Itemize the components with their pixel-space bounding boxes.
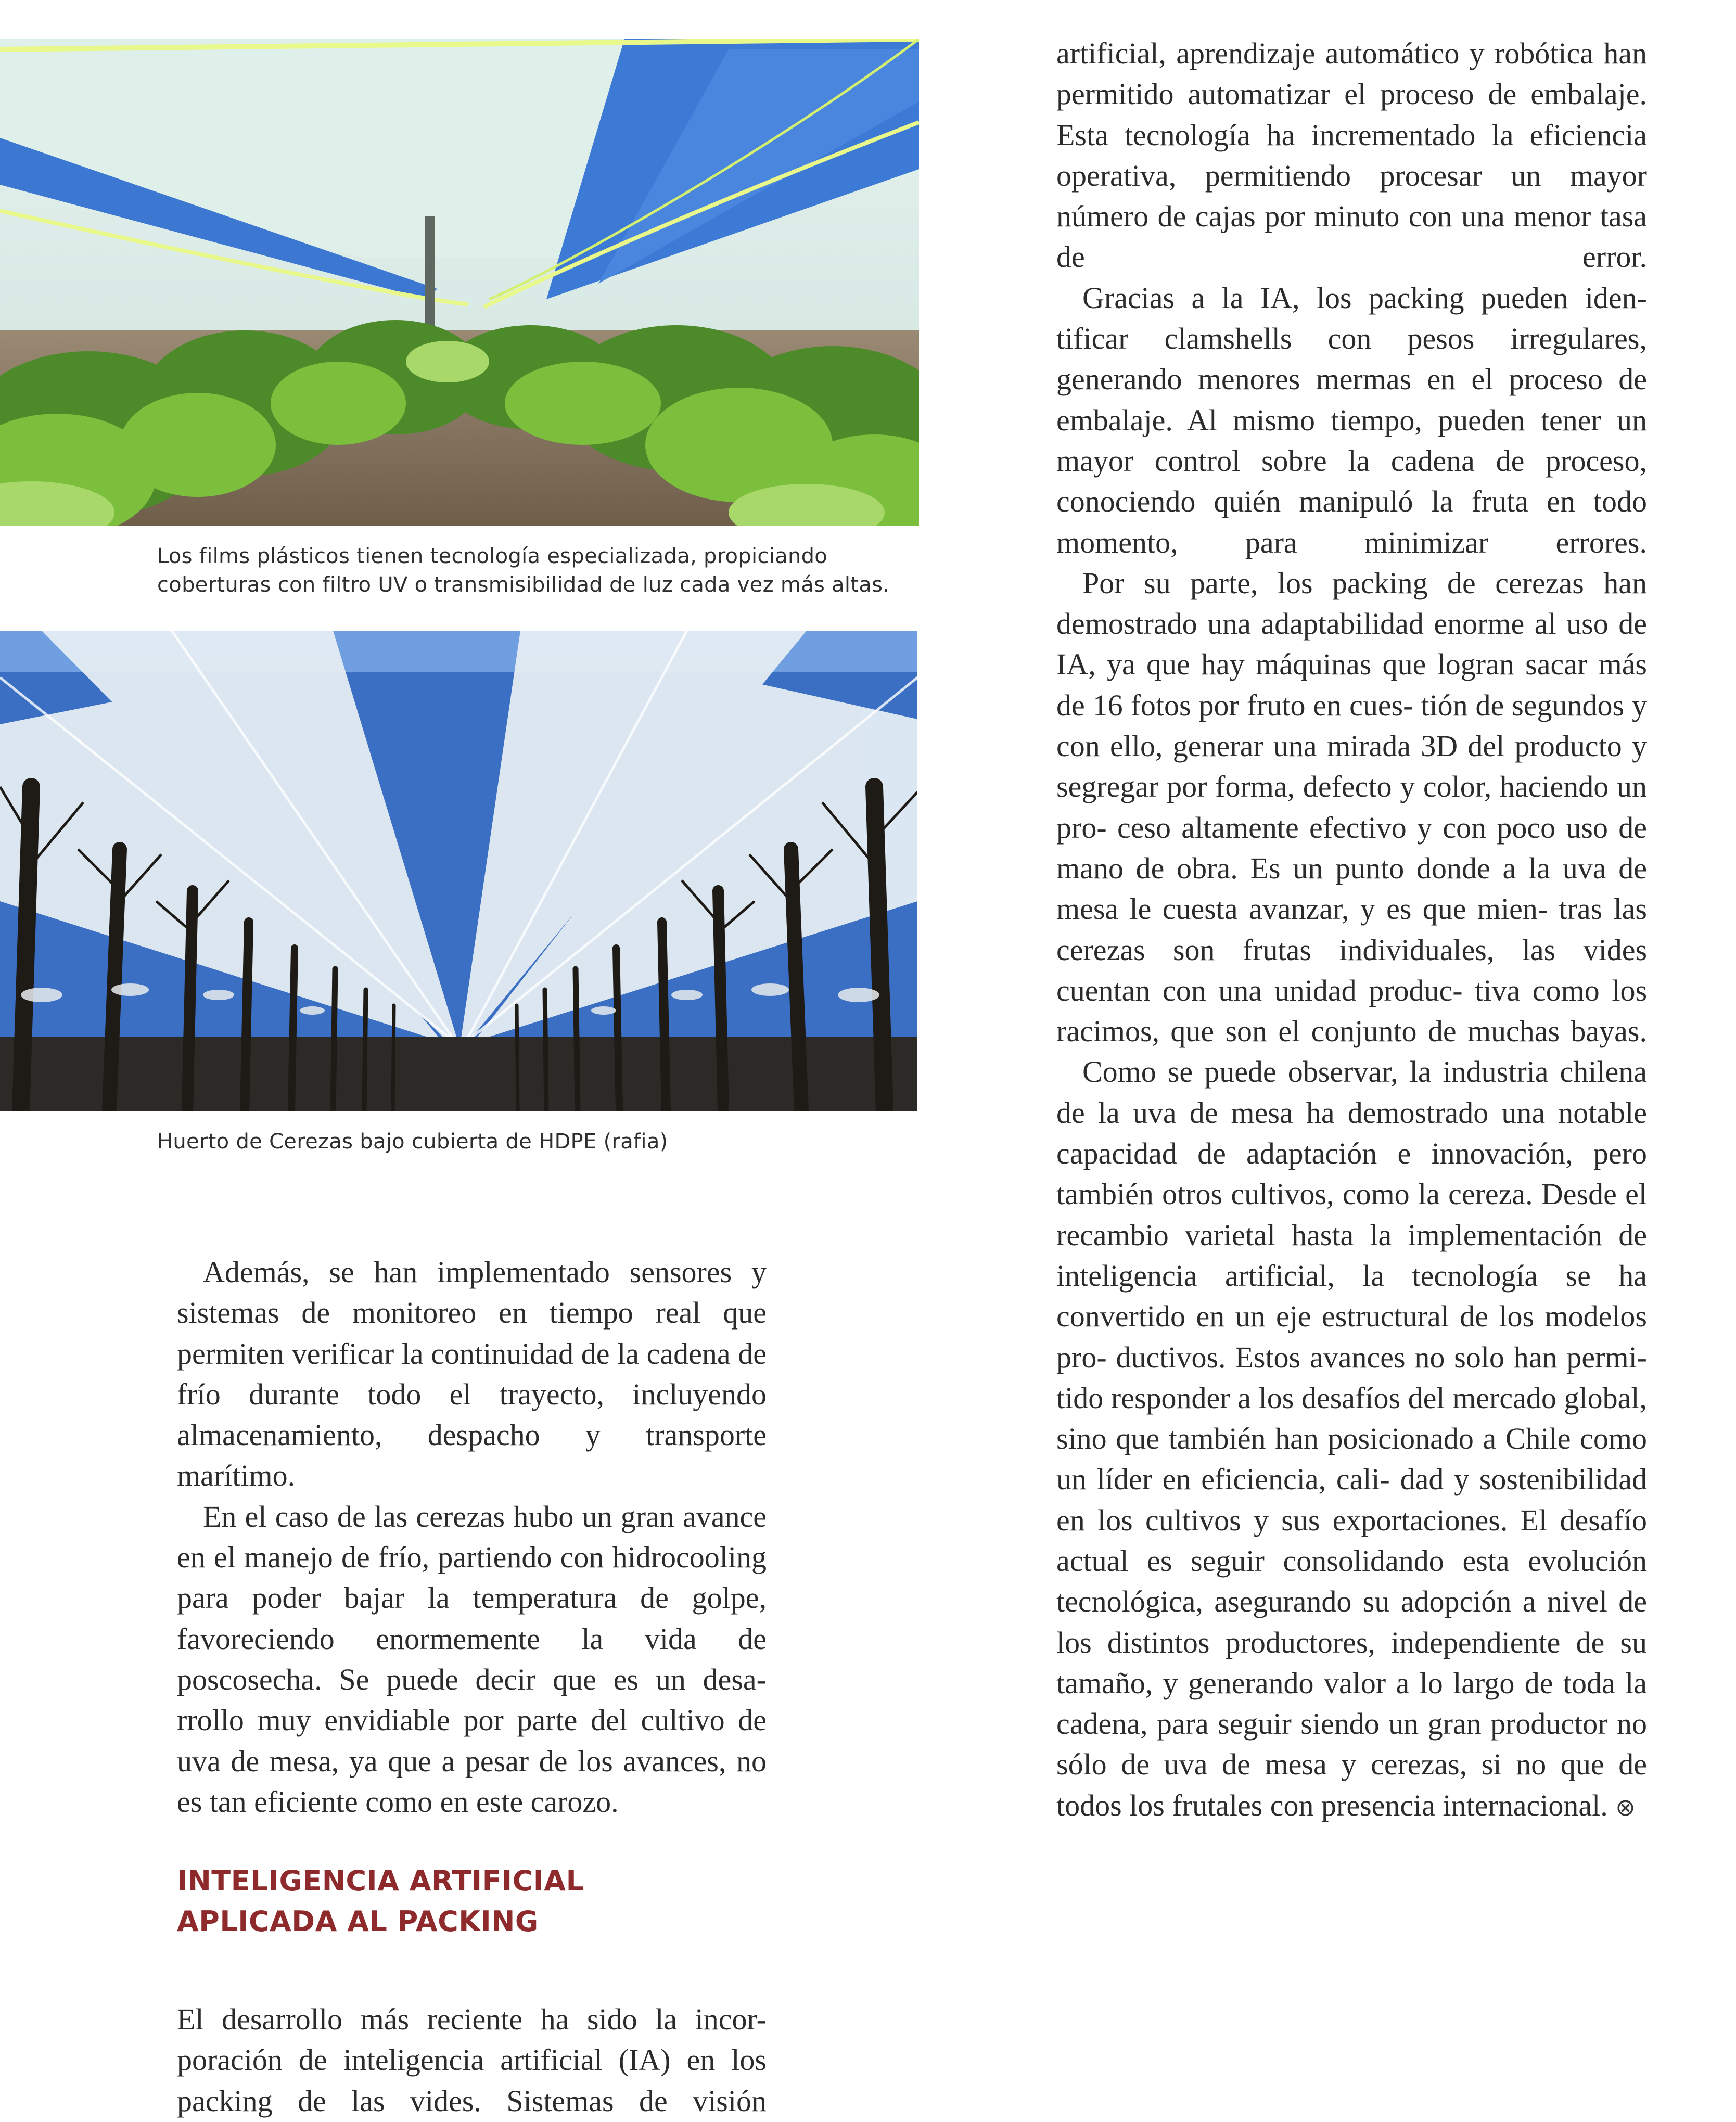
right-column-text	[1056, 33, 1647, 1827]
left-column-text	[177, 1252, 767, 1822]
paragraph: En el caso de las cerezas hubo un gran avance en el manejo de frío, partiendo con hidrocooling para poder bajar la temperatura de golpe, favoreciendo enormemente la vida de poscosecha. Se puede decir que es un desa- rrollo muy envidiable por parte del cultivo de uva de mesa, ya que a pesar de los avances, no es tan eficiente como en este carozo.	[177, 1499, 767, 1819]
section-heading: INTELIGENCIA ARTIFICIAL APLICADA AL PACKING	[177, 1864, 584, 1938]
paragraph: Como se puede observar, la industria chilena de la uva de mesa ha demostrado una notable capacidad de adaptación e innovación, pero también otros cultivos, como la cereza. Desde el recambio varietal hasta la implementación de inteligencia artificial, la tecnología se ha convertido en un eje estructural de los modelos pro- ductivos. Estos avances no solo han permi- tido responder a los desafíos del mercado global, sino que también han posicionado a Chile como un líder en eficiencia, cali- dad y sostenibilidad en los cultivos y sus exportaciones. El desafío actual es seguir consolidando esta evolución tecnológica, asegurando su adopción a nivel de los distintos productores, independiente de su tamaño, y generando valor a lo largo de toda la cadena, para seguir siendo un gran productor no sólo de uva de mesa y cerezas, si no que de todos los frutales con presencia internacional. ⊗	[1056, 1055, 1648, 1822]
vineyard-photo	[0, 39, 919, 526]
photo-caption: Los films plásticos tienen tecnología especializada, propiciando coberturas con filtro UV o transmisibilidad de luz cada vez más altas.	[157, 544, 890, 597]
section-paragraph	[177, 1999, 767, 2121]
paragraph: Además, se han implementado sensores y sistemas de monitoreo en tiempo real que permiten verificar la continuidad de la cadena de frío durante todo el trayecto, incluyendo almacenamiento, despacho y transporte marítimo.	[177, 1255, 767, 1493]
paragraph: Por su parte, los packing de cerezas han demostrado una adaptabilidad enorme al uso de IA, ya que hay máquinas que logran sacar más de 16 fotos por fruto en cues- tión de segundos y con ello, generar una mirada 3D del producto y segregar por forma, defecto y color, haciendo un pro- ceso altamente efectivo y con poco uso de mano de obra. Es un punto donde a la uva de mesa le cuesta avanzar, y es que mien- tras las cerezas son frutas individuales, las vides cuentan con una unidad produc- tiva como los racimos, que son el conjunto de muchas bayas.	[1056, 566, 1648, 1049]
cherry-orchard-photo	[0, 631, 917, 1111]
paragraph: artificial, aprendizaje automático y robótica han permitido automatizar el proceso de embalaje. Esta tecnología ha incrementado la eficiencia operativa, permitiendo procesar un mayor número de cajas por minuto con una menor tasa de error.	[1056, 36, 1648, 274]
paragraph: El desarrollo más reciente ha sido la incor- poración de inteligencia artificial (IA) en los packing de las vides. Sistemas de visión	[177, 2002, 767, 2118]
photo-caption: Huerto de Cerezas bajo cubierta de HDPE (rafia)	[157, 1130, 668, 1154]
end-of-article-icon: ⊗	[1615, 1793, 1636, 1821]
paragraph: Gracias a la IA, los packing pueden iden- tificar clamshells con pesos irregulares, generando menores mermas en el proceso de embalaje. Al mismo tiempo, pueden tener un mayor control sobre la cadena de proceso, conociendo quién manipuló la fruta en todo momento, para minimizar errores.	[1056, 280, 1648, 559]
